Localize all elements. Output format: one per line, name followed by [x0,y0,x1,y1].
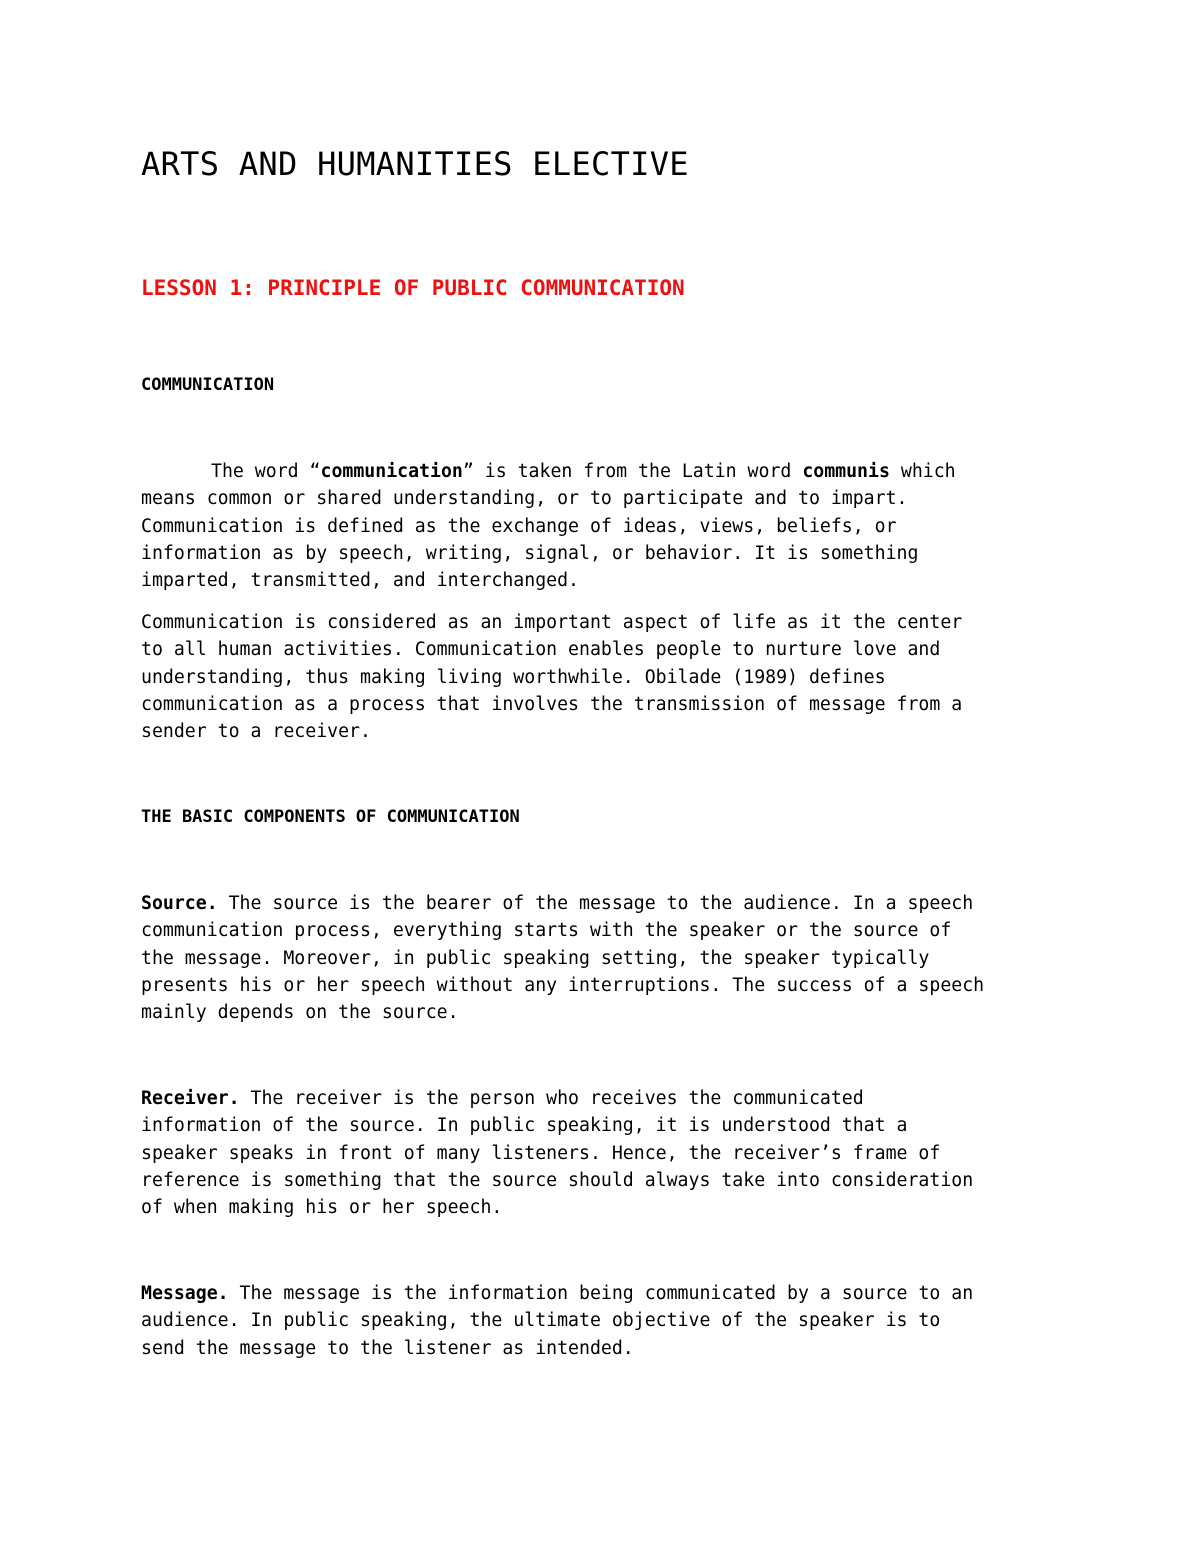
paragraph-receiver [141,1085,1081,1221]
bold-term-communication: communication [320,461,463,482]
text-run: The message is the information being communicated by a source to an audience. In public speaking, the ultimate objective of the speaker is to send the message to the listener as intended. [141,1283,974,1359]
term-source: Source. [141,893,218,914]
section-heading-communication: COMMUNICATION [141,375,275,395]
paragraph-message [141,1280,1081,1362]
term-message: Message. [141,1283,229,1304]
text-run: The word “ [211,461,321,482]
document-title: ARTS AND HUMANITIES ELECTIVE [141,145,689,183]
text-run: The source is the bearer of the message to the audience. In a speech communication process, everything starts with the speaker or the source of the message. Moreover, in public speaking setting, the speaker typically presents his or her speech without any interruptions. The success of a speech mainly depends on the source. [141,893,985,1024]
lesson-title: LESSON 1: PRINCIPLE OF PUBLIC COMMUNICATION [141,276,685,300]
text-run: ” is taken from the Latin word [462,461,803,482]
paragraph-communication-importance: Communication is considered as an important aspect of life as it the center to all human activities. Communication enables people to nurture love and understanding, thus making living worthwhile. Obilade (1989) defines communication as a process that involves the transmission of message from a sender to a receiver. [141,612,963,743]
text-run: The receiver is the person who receives the communicated information of the source. In public speaking, it is understood that a speaker speaks in front of many listeners. Hence, the receiver’s frame of reference is something that the source should always take into consideration of when making his or her speech. [141,1088,974,1219]
term-receiver: Receiver. [141,1088,240,1109]
paragraph-source [141,890,1081,1026]
paragraph-communication-definition [141,458,1081,594]
text-run: which means common or shared understanding, or to participate and to impart. Communication is defined as the exchange of ideas, views, beliefs, or information as by speech, writing, signal, or behavior. It is something imparted, transmitted, and interchanged. [141,461,956,592]
section-heading-basic-components: THE BASIC COMPONENTS OF COMMUNICATION [141,807,520,827]
bold-term-communis: communis [802,461,890,482]
